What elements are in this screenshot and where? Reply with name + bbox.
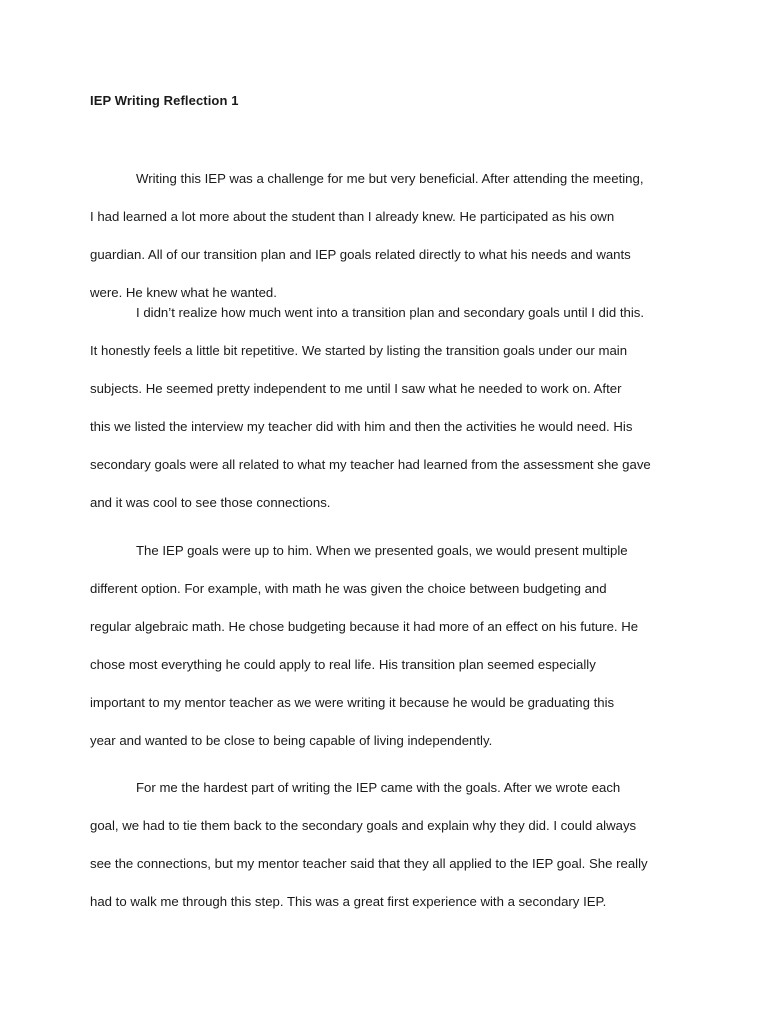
document-title: IEP Writing Reflection 1 bbox=[90, 93, 239, 108]
paragraph-1 bbox=[90, 170, 680, 322]
paragraph-line: important to my mentor teacher as we were writing it because he would be graduating this bbox=[90, 695, 615, 710]
paragraph-line: regular algebraic math. He chose budgeting because it had more of an effect on his future. He bbox=[90, 619, 639, 634]
paragraph-line: chose most everything he could apply to real life. His transition plan seemed especially bbox=[90, 657, 596, 672]
paragraph-line: I didn’t realize how much went into a transition plan and secondary goals until I did this. bbox=[136, 305, 645, 320]
paragraph-line: The IEP goals were up to him. When we presented goals, we would present multiple bbox=[136, 543, 628, 558]
paragraph-2 bbox=[90, 304, 680, 532]
paragraph-line: goal, we had to tie them back to the secondary goals and explain why they did. I could always bbox=[90, 818, 637, 833]
paragraph-line: year and wanted to be close to being capable of living independently. bbox=[90, 733, 493, 748]
paragraph-line: It honestly feels a little bit repetitive. We started by listing the transition goals under our main bbox=[90, 343, 628, 358]
paragraph-line: this we listed the interview my teacher did with him and then the activities he would need. His bbox=[90, 419, 633, 434]
paragraph-line: For me the hardest part of writing the IEP came with the goals. After we wrote each bbox=[136, 780, 621, 795]
paragraph-line: guardian. All of our transition plan and IEP goals related directly to what his needs and wants bbox=[90, 247, 631, 262]
paragraph-line: different option. For example, with math he was given the choice between budgeting and bbox=[90, 581, 607, 596]
paragraph-4 bbox=[90, 779, 680, 931]
paragraph-line: secondary goals were all related to what my teacher had learned from the assessment she gave bbox=[90, 457, 651, 472]
paragraph-line: Writing this IEP was a challenge for me but very beneficial. After attending the meeting, bbox=[136, 171, 644, 186]
paragraph-line: had to walk me through this step. This was a great first experience with a secondary IEP. bbox=[90, 894, 607, 909]
paragraph-line: were. He knew what he wanted. bbox=[90, 285, 277, 300]
paragraph-3 bbox=[90, 542, 680, 770]
paragraph-line: and it was cool to see those connections. bbox=[90, 495, 331, 510]
paragraph-line: subjects. He seemed pretty independent to me until I saw what he needed to work on. After bbox=[90, 381, 622, 396]
paragraph-line: see the connections, but my mentor teacher said that they all applied to the IEP goal. She really bbox=[90, 856, 648, 871]
paragraph-line: I had learned a lot more about the student than I already knew. He participated as his own bbox=[90, 209, 615, 224]
